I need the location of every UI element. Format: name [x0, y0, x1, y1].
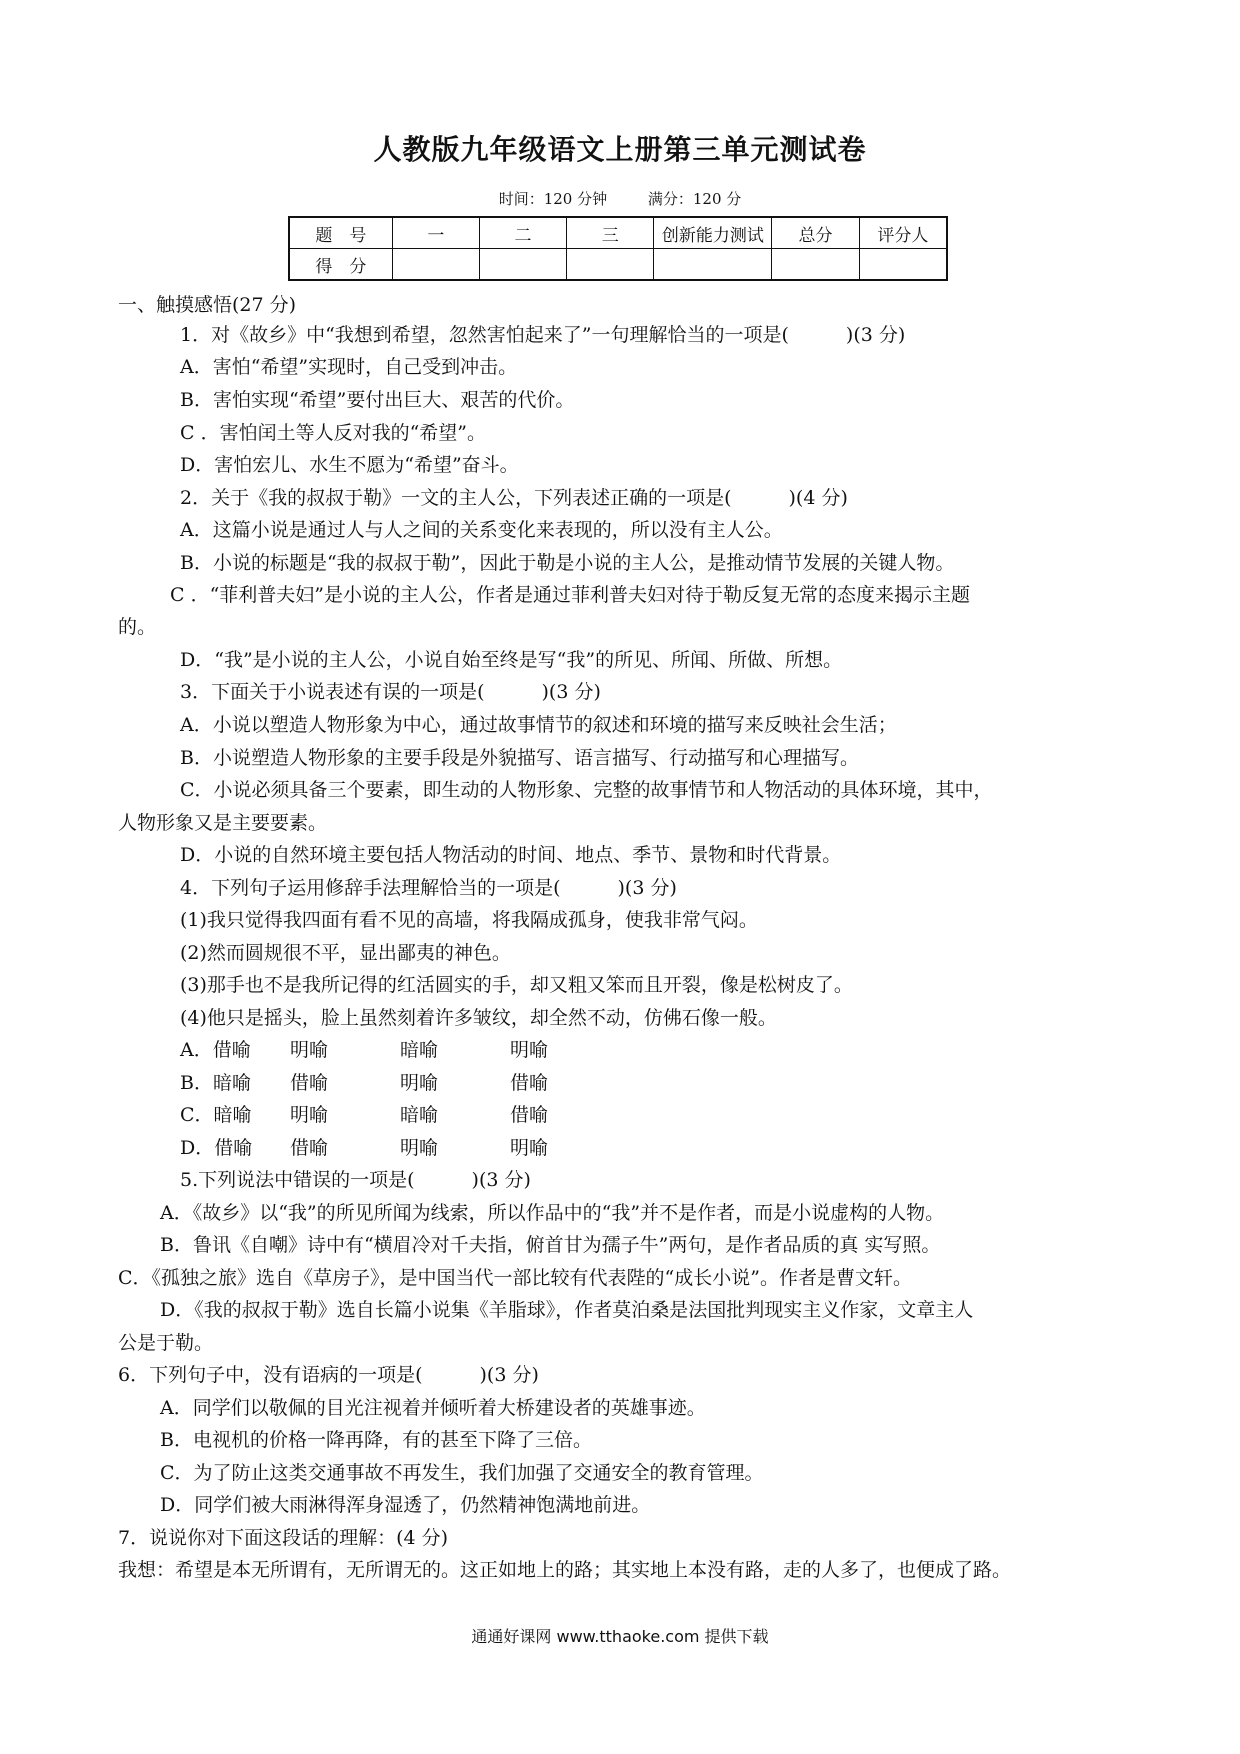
option-term: 借喻: [290, 1137, 329, 1159]
score-cell: [654, 249, 772, 281]
option-d: D．《我的叔叔于勒》选自长篇小说集《羊脂球》，作者莫泊桑是法国批判现实主义作家，文章主人: [160, 1299, 974, 1321]
option-b: [180, 1068, 620, 1098]
question-stem: 1．对《故乡》中“我想到希望，忽然害怕起来了”一句理解恰当的一项是( )(3 分): [180, 324, 906, 346]
option-term: D．借喻: [180, 1137, 253, 1159]
exam-meta: [0, 188, 1240, 209]
score-cell: [859, 249, 947, 281]
option-term: 明喻: [290, 1039, 329, 1061]
option-b: B．鲁讯《自嘲》诗中有“横眉冷对千夫指，俯首甘为孺子牛”两句，是作者品质的真 实写照。: [160, 1234, 941, 1256]
sentence-1: (1)我只觉得我四面有看不见的高墙，将我隔成孤身，使我非常气闷。: [180, 909, 758, 931]
option-c-continued: 人物形象又是主要要素。: [118, 812, 328, 834]
option-term: A．借喻: [180, 1039, 251, 1061]
question-stem: 5.下列说法中错误的一项是( )(3 分): [180, 1169, 531, 1191]
option-d: D．“我”是小说的主人公，小说自始至终是写“我”的所见、所闻、所做、所想。: [180, 649, 843, 671]
option-c: C．《孤独之旅》选自《草房子》，是中国当代一部比较有代表陛的“成长小说”。作者是曹文轩。: [118, 1267, 912, 1289]
option-c: C．为了防止这类交通事故不再发生，我们加强了交通安全的教育管理。: [160, 1462, 764, 1484]
question-stem: 2．关于《我的叔叔于勒》一文的主人公，下列表述正确的一项是( )(4 分): [180, 487, 848, 509]
option-c: C ．“菲利普夫妇”是小说的主人公，作者是通过菲利普夫妇对待于勒反复无常的态度来揭示主题: [170, 584, 971, 606]
option-a: A．这篇小说是通过人与人之间的关系变化来表现的，所以没有主人公。: [180, 519, 783, 541]
option-a: [180, 1035, 620, 1065]
score-cell: [392, 249, 479, 281]
option-d-continued: 公是于勒。: [118, 1332, 214, 1354]
score-cell: 创新能力测试: [654, 217, 772, 249]
option-c: [180, 1100, 620, 1130]
section-heading: 一、触摸感悟(27 分): [118, 294, 297, 316]
option-a: A．害怕“希望”实现时，自己受到冲击。: [180, 356, 518, 378]
option-d: D．害怕宏儿、水生不愿为“希望”奋斗。: [180, 454, 519, 476]
option-d: D．同学们被大雨淋得浑身湿透了，仍然精神饱满地前进。: [160, 1494, 651, 1516]
sentence-3: (3)那手也不是我所记得的红活圆实的手，却又粗又笨而且开裂，像是松树皮了。: [180, 974, 853, 996]
option-c-continued: 的。: [118, 616, 157, 638]
option-term: 明喻: [510, 1137, 549, 1159]
score-table: [288, 216, 948, 281]
option-term: 明喻: [400, 1072, 439, 1094]
question-stem: 7．说说你对下面这段话的理解：(4 分): [118, 1527, 449, 1549]
quoted-passage: 我想：希望是本无所谓有，无所谓无的。这正如地上的路；其实地上本没有路，走的人多了，也便成了路。: [118, 1559, 1012, 1581]
option-b: B．害怕实现“希望”要付出巨大、艰苦的代价。: [180, 389, 575, 411]
option-d: [180, 1133, 620, 1163]
option-d: D．小说的自然环境主要包括人物活动的时间、地点、季节、景物和时代背景。: [180, 844, 842, 866]
question-stem: 3．下面关于小说表述有误的一项是( )(3 分): [180, 681, 601, 703]
option-term: 明喻: [290, 1104, 329, 1126]
option-a: A．小说以塑造人物形象为中心，通过故事情节的叙述和环境的描写来反映社会生活；: [180, 714, 897, 736]
score-cell: 一: [392, 217, 479, 249]
score-table-header-row: [289, 217, 947, 249]
option-term: 借喻: [510, 1072, 549, 1094]
option-term: 明喻: [510, 1039, 549, 1061]
option-b: B．小说的标题是“我的叔叔于勒”，因此于勒是小说的主人公，是推动情节发展的关键人物。: [180, 552, 955, 574]
option-a: A．同学们以敬佩的目光注视着并倾听着大桥建设者的英雄事迹。: [160, 1397, 706, 1419]
score-cell: 题 号: [289, 217, 392, 249]
time-limit: 时间：120 分钟: [498, 190, 608, 208]
page-title: 人教版九年级语文上册第三单元测试卷: [373, 133, 867, 166]
option-term: 借喻: [510, 1104, 549, 1126]
option-a: A．《故乡》以“我”的所见所闻为线索，所以作品中的“我”并不是作者，而是小说虚构的人物。: [160, 1202, 945, 1224]
score-cell: [772, 249, 859, 281]
full-marks: 满分：120 分: [647, 190, 742, 208]
sentence-2: (2)然而圆规很不平，显出鄙夷的神色。: [180, 942, 511, 964]
option-term: C．暗喻: [180, 1104, 252, 1126]
score-cell: [479, 249, 566, 281]
score-cell: 总分: [772, 217, 859, 249]
sentence-4: (4)他只是摇头，脸上虽然刻着许多皱纹，却全然不动，仿佛石像一般。: [180, 1007, 777, 1029]
option-b: B．电视机的价格一降再降，有的甚至下降了三倍。: [160, 1429, 592, 1451]
question-stem: 6．下列句子中，没有语病的一项是( )(3 分): [118, 1364, 539, 1386]
option-term: 暗喻: [400, 1104, 439, 1126]
score-cell: [567, 249, 654, 281]
option-term: B．暗喻: [180, 1072, 251, 1094]
score-cell: 得 分: [289, 249, 392, 281]
option-c: C．小说必须具备三个要素，即生动的人物形象、完整的故事情节和人物活动的具体环境，其中，: [180, 779, 993, 801]
option-term: 明喻: [400, 1137, 439, 1159]
question-stem: 4．下列句子运用修辞手法理解恰当的一项是( )(3 分): [180, 877, 677, 899]
score-table-score-row: [289, 249, 947, 281]
score-cell: 二: [479, 217, 566, 249]
score-cell: 评分人: [859, 217, 947, 249]
page-footer: 通通好课网 www.tthaoke.com 提供下载: [471, 1627, 769, 1646]
option-term: 暗喻: [400, 1039, 439, 1061]
option-c: C ．害怕闰土等人反对我的“希望”。: [180, 422, 487, 444]
score-cell: 三: [567, 217, 654, 249]
option-b: B．小说塑造人物形象的主要手段是外貌描写、语言描写、行动描写和心理描写。: [180, 747, 859, 769]
option-term: 借喻: [290, 1072, 329, 1094]
